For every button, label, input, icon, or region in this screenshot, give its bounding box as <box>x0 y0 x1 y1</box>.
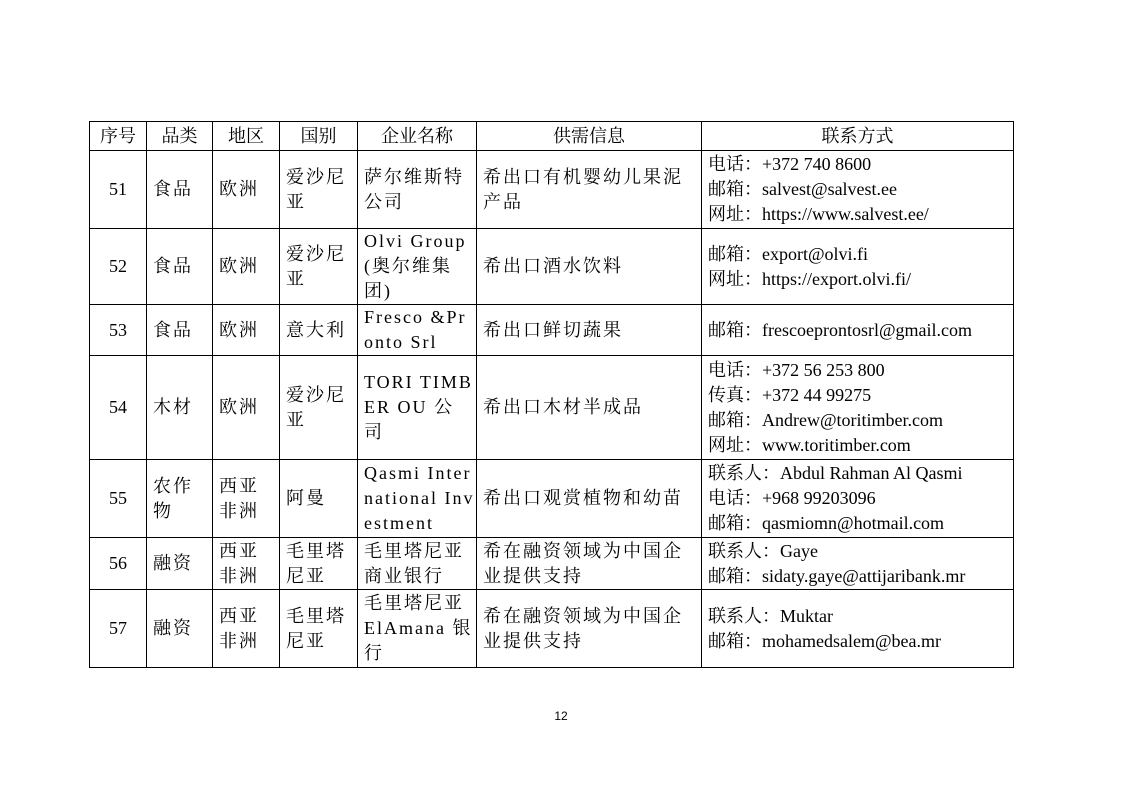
table-row <box>90 590 1014 668</box>
row-company <box>358 460 477 538</box>
company-line: estment <box>364 513 434 533</box>
row-company <box>358 229 477 305</box>
company-line: onto Srl <box>364 332 438 352</box>
company-line: ElAmana 银 <box>364 618 473 638</box>
header-index: 序号 <box>90 122 147 151</box>
contact-line: 网址：www.toritimber.com <box>708 434 911 455</box>
company-line: ER OU 公 <box>364 397 454 417</box>
region-line: 欧洲 <box>219 256 259 276</box>
row-country <box>280 538 358 590</box>
table-row <box>90 151 1014 229</box>
row-contact <box>702 590 1014 668</box>
row-country <box>280 229 358 305</box>
info-line: 希出口观赏植物和幼苗 <box>483 488 683 508</box>
company-line: 行 <box>364 643 384 663</box>
info-line: 希在融资领域为中国企 <box>483 605 683 626</box>
row-supply-demand <box>477 305 702 356</box>
table-row <box>90 229 1014 305</box>
table-row <box>90 356 1014 460</box>
contact-line: 邮箱：frescoeprontosrl@gmail.com <box>708 319 973 340</box>
company-line: 团) <box>364 281 392 301</box>
row-contact <box>702 229 1014 305</box>
company-line: 毛里塔尼亚 <box>364 540 464 561</box>
region-line: 非洲 <box>219 565 259 586</box>
contact-line: 电话：+372 56 253 800 <box>708 359 885 380</box>
table-row <box>90 538 1014 590</box>
info-line: 希出口有机婴幼儿果泥 <box>483 166 683 187</box>
row-index: 56 <box>90 538 147 590</box>
company-line: 公司 <box>364 191 404 212</box>
contact-line: 邮箱：export@olvi.fi <box>708 243 869 264</box>
contact-line: 网址：https://export.olvi.fi/ <box>708 268 911 289</box>
row-country <box>280 460 358 538</box>
header-country: 国别 <box>280 122 358 151</box>
company-line: national Inv <box>364 488 475 508</box>
header-region: 地区 <box>213 122 280 151</box>
country-line: 毛里塔 <box>286 605 346 626</box>
company-line: 萨尔维斯特 <box>364 166 464 187</box>
row-index: 57 <box>90 590 147 668</box>
country-line: 阿曼 <box>286 488 326 508</box>
region-line: 欧洲 <box>219 179 259 199</box>
row-category <box>147 460 213 538</box>
company-line: Qasmi Inter <box>364 463 472 483</box>
contact-line: 网址：https://www.salvest.ee/ <box>708 204 929 224</box>
table-row <box>90 460 1014 538</box>
header-supply-demand: 供需信息 <box>477 122 702 151</box>
contact-line: 电话：+372 740 8600 <box>708 154 872 174</box>
row-region <box>213 305 280 356</box>
country-line: 意大利 <box>286 319 346 340</box>
info-line: 希在融资领域为中国企 <box>483 540 683 561</box>
row-supply-demand <box>477 460 702 538</box>
row-contact <box>702 538 1014 590</box>
row-contact <box>702 305 1014 356</box>
company-line: 商业银行 <box>364 565 444 586</box>
company-line: 司 <box>364 422 384 442</box>
row-supply-demand <box>477 590 702 668</box>
row-company <box>358 356 477 460</box>
header-category: 品类 <box>147 122 213 151</box>
row-company <box>358 590 477 668</box>
country-line: 亚 <box>286 191 306 212</box>
row-category: 食品 <box>147 151 213 229</box>
company-line: Olvi Group <box>364 231 467 251</box>
contact-line: 邮箱：Andrew@toritimber.com <box>708 409 944 430</box>
row-country <box>280 356 358 460</box>
row-index: 55 <box>90 460 147 538</box>
row-contact <box>702 460 1014 538</box>
country-line: 尼亚 <box>286 630 326 651</box>
supply-demand-table <box>89 121 1014 668</box>
contact-line: 电话：+968 99203096 <box>708 488 876 508</box>
region-line: 非洲 <box>219 500 259 521</box>
row-region <box>213 538 280 590</box>
region-line: 欧洲 <box>219 319 259 340</box>
country-line: 毛里塔 <box>286 540 346 561</box>
category-line: 物 <box>153 500 173 521</box>
table-header-row <box>90 122 1014 151</box>
category-line: 农作 <box>153 475 193 496</box>
company-line: Fresco &Pr <box>364 307 467 327</box>
row-supply-demand <box>477 229 702 305</box>
row-index: 54 <box>90 356 147 460</box>
header-contact: 联系方式 <box>702 122 1014 151</box>
contact-line: 传真：+372 44 99275 <box>708 384 872 405</box>
row-region <box>213 151 280 229</box>
row-country <box>280 305 358 356</box>
row-contact <box>702 356 1014 460</box>
country-line: 爱沙尼 <box>286 243 346 264</box>
country-line: 爱沙尼 <box>286 384 346 405</box>
region-line: 西亚 <box>219 540 259 561</box>
row-region <box>213 590 280 668</box>
row-supply-demand <box>477 151 702 229</box>
info-line: 业提供支持 <box>483 565 583 586</box>
contact-line: 邮箱：salvest@salvest.ee <box>708 179 898 199</box>
company-line: TORI TIMB <box>364 372 473 392</box>
region-line: 欧洲 <box>219 397 259 417</box>
row-category: 融资 <box>147 590 213 668</box>
country-line: 爱沙尼 <box>286 166 346 187</box>
table-row <box>90 305 1014 356</box>
info-line: 业提供支持 <box>483 630 583 651</box>
region-line: 西亚 <box>219 475 259 496</box>
country-line: 亚 <box>286 409 306 430</box>
row-company <box>358 538 477 590</box>
row-supply-demand <box>477 538 702 590</box>
contact-line: 邮箱：mohamedsalem@bea.mr <box>708 630 942 651</box>
contact-line: 联系人：Abdul Rahman Al Qasmi <box>708 463 963 483</box>
country-line: 亚 <box>286 268 306 289</box>
company-line: (奥尔维集 <box>364 256 452 276</box>
region-line: 西亚 <box>219 605 259 626</box>
contact-line: 联系人：Muktar <box>708 605 833 626</box>
info-line: 希出口鲜切蔬果 <box>483 319 623 340</box>
page-number: 12 <box>554 709 568 723</box>
row-region <box>213 356 280 460</box>
row-category: 食品 <box>147 305 213 356</box>
contact-line: 邮箱：sidaty.gaye@attijaribank.mr <box>708 565 966 586</box>
row-company <box>358 151 477 229</box>
region-line: 非洲 <box>219 630 259 651</box>
contact-line: 联系人：Gaye <box>708 540 818 561</box>
info-line: 希出口木材半成品 <box>483 397 643 417</box>
row-index: 51 <box>90 151 147 229</box>
contact-line: 邮箱：qasmiomn@hotmail.com <box>708 513 945 533</box>
row-country <box>280 151 358 229</box>
info-line: 希出口酒水饮料 <box>483 256 623 276</box>
row-category: 食品 <box>147 229 213 305</box>
row-index: 52 <box>90 229 147 305</box>
company-line: 毛里塔尼亚 <box>364 593 464 613</box>
info-line: 产品 <box>483 191 523 212</box>
row-category: 木材 <box>147 356 213 460</box>
row-category: 融资 <box>147 538 213 590</box>
row-supply-demand <box>477 356 702 460</box>
row-country <box>280 590 358 668</box>
country-line: 尼亚 <box>286 565 326 586</box>
row-company <box>358 305 477 356</box>
row-index: 53 <box>90 305 147 356</box>
row-region <box>213 460 280 538</box>
row-region <box>213 229 280 305</box>
row-contact <box>702 151 1014 229</box>
header-company: 企业名称 <box>358 122 477 151</box>
